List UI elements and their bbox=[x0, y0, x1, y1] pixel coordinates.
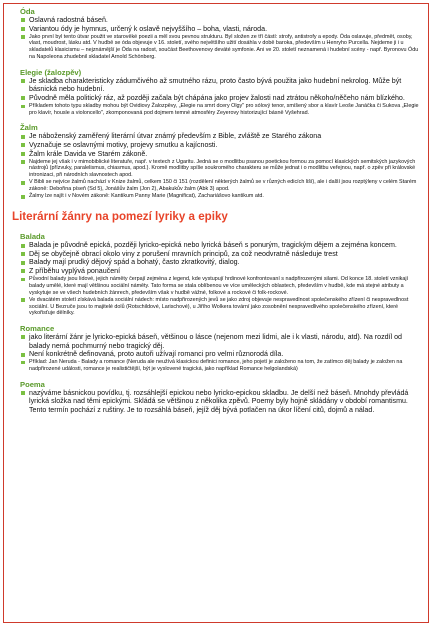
section-title-poema: Poema bbox=[20, 379, 45, 389]
bullet-note: Příklad: Jan Neruda - Balady a romance (Neruda ale neužívá klasickou definici romance, jeho pojetí je založeno na tom, že zatímco děj balady je založen na nadpřirozené události, romance je realističtější, být je vyslovené tragická, jako například Romance helgolandská) bbox=[20, 359, 420, 372]
bullet-note: Původní balady jsou lidové, jejich náměty čerpají zejména z legend, kde vystupují hrdinové konfrontovaní s nadpřirozenými silami. Od konce 18. století vznikají balady umělé, které mají většinou sociální náměty. Tato forma se stala oblíbenou ve více uměleckých oblastech, především v hudbě, kde má stejné atributy a vyskytuje se ve všech hudebních žánrech, především však v hudbě vážné, folkové a rockové či folk-rockové. bbox=[20, 276, 420, 296]
bullet-item: Variantou ódy je hymnus, určený k oslavě nejvyššího – boha, vlasti, národa. bbox=[20, 25, 420, 34]
bullet-note: Najdeme jej však i v mimobiblické literatuře, např. v textech z Ugaritu. Jedná se o modlitbu psanou poetickou formou za pomocí klasických semitských jazykových nástrojů (přízvuky, paralelismus, chiasmus, apod.). Kromě modlitby spíše soukromého charakteru se může jednat i o modlitbu veřejnou, např. o zpěv při královské intronizaci, při národních slavnostech apod. bbox=[20, 159, 420, 179]
bullet-item: Je náboženský zaměřený literární útvar známý především z Bible, zvláště ze Starého zákona bbox=[20, 132, 420, 141]
section-title-romance: Romance bbox=[20, 323, 55, 333]
bullet-item: Žalm krále Davida ve Starém zákoně. bbox=[20, 150, 420, 159]
bullet-item: Původně měla politický ráz, až později začala být chápána jako projev žalosti nad ztrátou někoho/něčeho nám blízkého. bbox=[20, 94, 420, 103]
bullet-note: Ve dvacátém století získává balada sociální nádech: místo nadpřirozených jevů se jako zdroj objevuje nespravedlnost společenského zřízení či nespravedlnost sociální. U Bezruče jsou to majitelé dolů (Rotschildové, Larischové), u Jiřího Wolkera tovární jako zosobnění nespravedlivého společenského zřízení, které vykořisťuje dělníky. bbox=[20, 297, 420, 317]
bullet-item: Je skladba charakteristicky zádumčivého až smutného rázu, proto často bývá použita jako hudební nekrolog. Může být básnická nebo hudební. bbox=[20, 77, 420, 94]
bullet-list bbox=[20, 333, 420, 373]
bullet-item: Vyznačuje se oslavnými motivy, projevy smutku a kajícnosti. bbox=[20, 141, 420, 150]
section-title-elegie-zalozpev: Elegie (žalozpěv) bbox=[20, 67, 82, 77]
bullet-list bbox=[20, 241, 420, 317]
bullet-list bbox=[20, 389, 420, 415]
bullet-item: nazýváme básnickou povídku, tj. rozsáhlejší epickou nebo lyricko-epickou skladbu. Je delší než báseň. Mnohdy převládá lyrická složka nad těmi epickými. Skládá se většinou z několika zpěvů. Poemy byly hojně skládány v období romantismu. Tento termín pochází z ruštiny. Je to rozsáhlá báseň, jejíž děj bývá potlačen na úkor líčení citů, dojmů a nálad. bbox=[20, 389, 420, 415]
section-title-oda: Óda bbox=[20, 7, 35, 16]
section-title-balada: Balada bbox=[20, 232, 45, 242]
bullet-item: jako literární žánr je lyricko-epická báseň, většinou o lásce (nejenom mezi lidmi, ale i k vlasti, národu, atd). Na rozdíl od balady nemá pochmurný nebo tragický děj. bbox=[20, 333, 420, 350]
bullet-list bbox=[20, 132, 420, 200]
bullet-item: Balada je původně epická, později lyricko-epická nebo lyrická báseň s ponurým, tragickým dějem a zejména koncem. bbox=[20, 241, 420, 250]
bullet-item: Z příběhu vyplývá ponaučení bbox=[20, 267, 420, 276]
section-group-bottom bbox=[20, 232, 420, 414]
bullet-note: V Bibli se nejvíce žalmů nachází v Knize žalmů, celkem 150 či 151 (rozdělení některých žalmů se v různých edicích liší), ale i další jsou rozptýleny v celém Starém zákoně: Debořina píseň (Sd 5), Jonášův žalm (Jon 2), Abakukův žalm (Abk 3) apod. bbox=[20, 179, 420, 192]
bullet-note: Příkladem tohoto typu skladby mohou být Ovidiovy Žalozpěvy, „Elegie na smrt dcery Olgy" pro sólový tenor, smíšený sbor a klavír Leoše Janáčka či Sukova „Elegie pro klavír, housle a violoncello", zkomponovaná pod dojmem temné atmosféry Zeyerovy historizující básně Vyšehrad. bbox=[20, 103, 420, 116]
document-page bbox=[3, 3, 429, 623]
section-title-zalm: Žalm bbox=[20, 123, 38, 133]
bullet-note: Jako první byl tento útvar použit ve starověké poezii a měl svou pevnou strukturu. Byl složen ze tří částí: strofy, antistrofy a epody. Óda oslavuje, předmět, osoby, vlast, moudrost, lásku atd. V hudbě se óda objevuje v 16. století, svého největšího užití dosáhla v době baroka, především u Henryho Purcella. Nejdeme ji i u skladatelů klasicismu – nejznámější je Óda na radost, součást Beethovenovy deváté symfonie. Ani ve 20. století neznamená i hudební scény - např. Byronovu Ódu na Napoleona zhudebnil skladatel Arnold Schönberg. bbox=[20, 34, 420, 61]
bullet-list bbox=[20, 77, 420, 117]
bullet-item: Není konkrétně definovaná, proto autoři užívají romanci pro velmi různorodá díla. bbox=[20, 350, 420, 359]
bullet-item: Oslavná radostná báseň. bbox=[20, 16, 420, 25]
bullet-item: Děj se obyčejně obrací okolo viny z porušení mravních principů, za což neodvratně následuje trest bbox=[20, 250, 420, 259]
page-title: Literární žánry na pomezí lyriky a epiky bbox=[12, 210, 228, 224]
bullet-note: Žalmy lze najít i v Novém zákoně: Kantikum Panny Marie (Magnificat), Zachariášovo kantikum atd. bbox=[20, 193, 420, 200]
section-group-top bbox=[20, 7, 420, 200]
bullet-item: Balady mají prudký dějový spád a bohatý, často zkratkovitý, dialog. bbox=[20, 258, 420, 267]
bullet-list bbox=[20, 16, 420, 61]
